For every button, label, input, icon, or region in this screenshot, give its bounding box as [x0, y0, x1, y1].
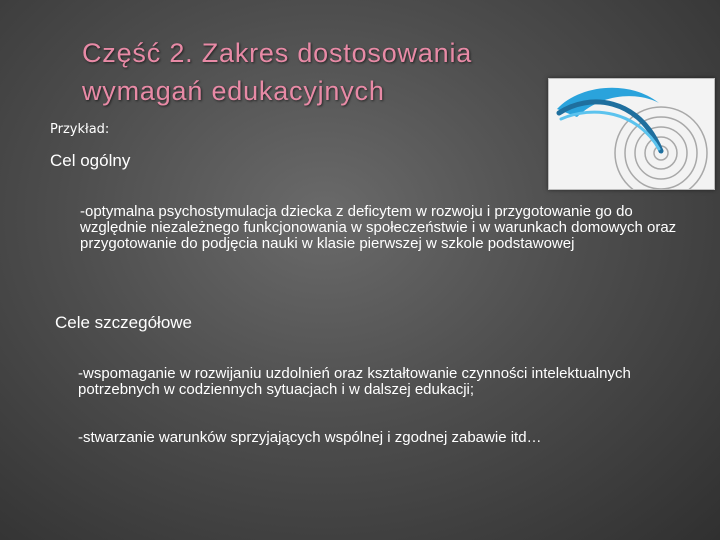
- slide-title-line-2: wymagań edukacyjnych: [82, 76, 385, 106]
- general-goal-heading: Cel ogólny: [50, 151, 131, 170]
- slide-title-line-1: Część 2. Zakres dostosowania: [82, 38, 473, 68]
- general-goal-text: -optymalna psychostymulacja dziecka z deficytem w rozwoju i przygotowanie go do względnie niezależnego funkcjonowania w społeczeństwie i w warunkach domowych oraz przygotowanie do podjęcia nauki w klasie pierwszej w szkole podstawowej: [80, 203, 677, 252]
- target-arrow-icon: [549, 79, 714, 189]
- example-label: Przykład:: [50, 122, 110, 137]
- specific-goal-item: -wspomaganie w rozwijaniu uzdolnień oraz kształtowanie czynności intelektualnych potrzebnych w codziennych sytuacjach i w dalszej edukacji;: [78, 365, 631, 398]
- specific-goals-heading: Cele szczegółowe: [55, 313, 193, 332]
- slide-title: [82, 34, 562, 110]
- specific-goal-item: -stwarzanie warunków sprzyjających wspólnej i zgodnej zabawie itd…: [78, 429, 542, 446]
- target-arrow-image: [548, 78, 715, 190]
